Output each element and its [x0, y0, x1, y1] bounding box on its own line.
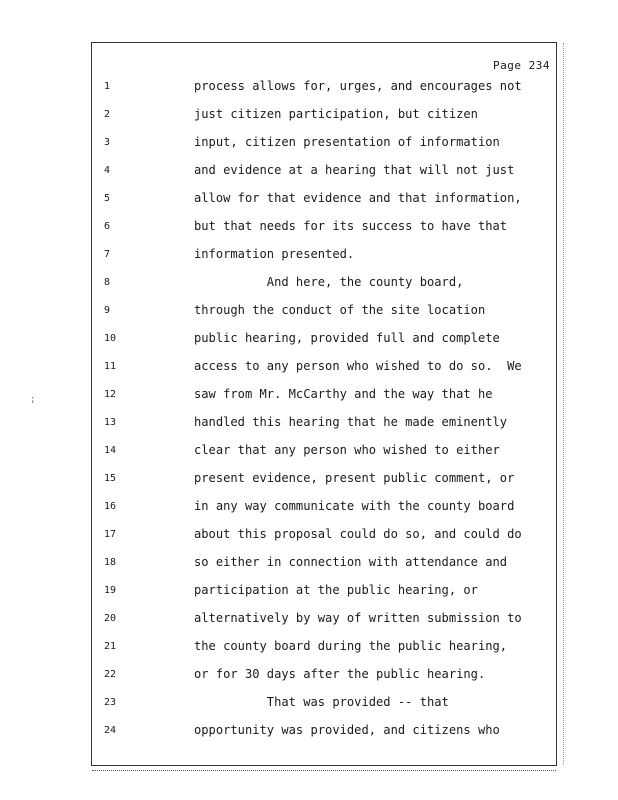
line-text: And here, the county board, [194, 275, 464, 289]
transcript-page [91, 42, 557, 766]
line-text: process allows for, urges, and encourages not [194, 79, 522, 93]
transcript-line [92, 525, 556, 553]
transcript-line [92, 133, 556, 161]
line-number: 23 [104, 697, 117, 708]
line-number: 1 [104, 81, 111, 92]
transcript-line [92, 721, 556, 749]
transcript-line [92, 329, 556, 357]
line-text: so either in connection with attendance and [194, 555, 508, 569]
line-number: 19 [104, 585, 117, 596]
line-text: through the conduct of the site location [194, 303, 486, 317]
transcript-line [92, 161, 556, 189]
margin-mark: ; [30, 395, 36, 405]
transcript-line [92, 469, 556, 497]
line-number: 16 [104, 501, 117, 512]
transcript-line [92, 105, 556, 133]
line-text: saw from Mr. McCarthy and the way that he [194, 387, 493, 401]
line-number: 21 [104, 641, 117, 652]
line-text: handled this hearing that he made eminently [194, 415, 508, 429]
line-text: participation at the public hearing, or [194, 583, 478, 597]
transcript-line [92, 497, 556, 525]
line-text: just citizen participation, but citizen [194, 107, 478, 121]
page-number: Page 234 [493, 59, 550, 72]
line-text: That was provided -- that [194, 695, 449, 709]
transcript-line [92, 553, 556, 581]
line-number: 4 [104, 165, 111, 176]
transcript-line [92, 301, 556, 329]
line-text: information presented. [194, 247, 355, 261]
line-text: about this proposal could do so, and could do [194, 527, 522, 541]
line-number: 13 [104, 417, 117, 428]
line-number: 22 [104, 669, 117, 680]
transcript-line [92, 441, 556, 469]
line-text: and evidence at a hearing that will not just [194, 163, 515, 177]
bottom-rule [92, 768, 556, 771]
line-number: 5 [104, 193, 111, 204]
line-number: 18 [104, 557, 117, 568]
line-number: 3 [104, 137, 111, 148]
transcript-line [92, 273, 556, 301]
line-text: access to any person who wished to do so. We [194, 359, 522, 373]
transcript-line [92, 413, 556, 441]
line-number: 7 [104, 249, 111, 260]
line-number: 14 [104, 445, 117, 456]
transcript-line [92, 385, 556, 413]
line-number: 24 [104, 725, 117, 736]
line-text: clear that any person who wished to either [194, 443, 500, 457]
transcript-line [92, 217, 556, 245]
line-text: opportunity was provided, and citizens who [194, 723, 500, 737]
line-text: public hearing, provided full and complete [194, 331, 500, 345]
line-number: 2 [104, 109, 111, 120]
transcript-line [92, 245, 556, 273]
line-number: 20 [104, 613, 117, 624]
line-number: 9 [104, 305, 111, 316]
transcript-line [92, 189, 556, 217]
line-text: alternatively by way of written submission to [194, 611, 522, 625]
line-text: but that needs for its success to have that [194, 219, 508, 233]
transcript-line [92, 581, 556, 609]
transcript-line [92, 77, 556, 105]
transcript-line [92, 637, 556, 665]
line-text: input, citizen presentation of information [194, 135, 500, 149]
transcript-line [92, 665, 556, 693]
line-number: 12 [104, 389, 117, 400]
line-number: 6 [104, 221, 111, 232]
transcript-line [92, 357, 556, 385]
line-number: 15 [104, 473, 117, 484]
transcript-line [92, 609, 556, 637]
line-text: the county board during the public hearing, [194, 639, 508, 653]
transcript-line [92, 693, 556, 721]
line-text: or for 30 days after the public hearing. [194, 667, 486, 681]
right-margin-rule [562, 43, 564, 765]
line-number: 10 [104, 333, 117, 344]
line-number: 17 [104, 529, 117, 540]
line-number: 11 [104, 361, 117, 372]
line-text: allow for that evidence and that information, [194, 191, 522, 205]
line-number: 8 [104, 277, 111, 288]
line-text: in any way communicate with the county board [194, 499, 515, 513]
line-text: present evidence, present public comment, or [194, 471, 515, 485]
